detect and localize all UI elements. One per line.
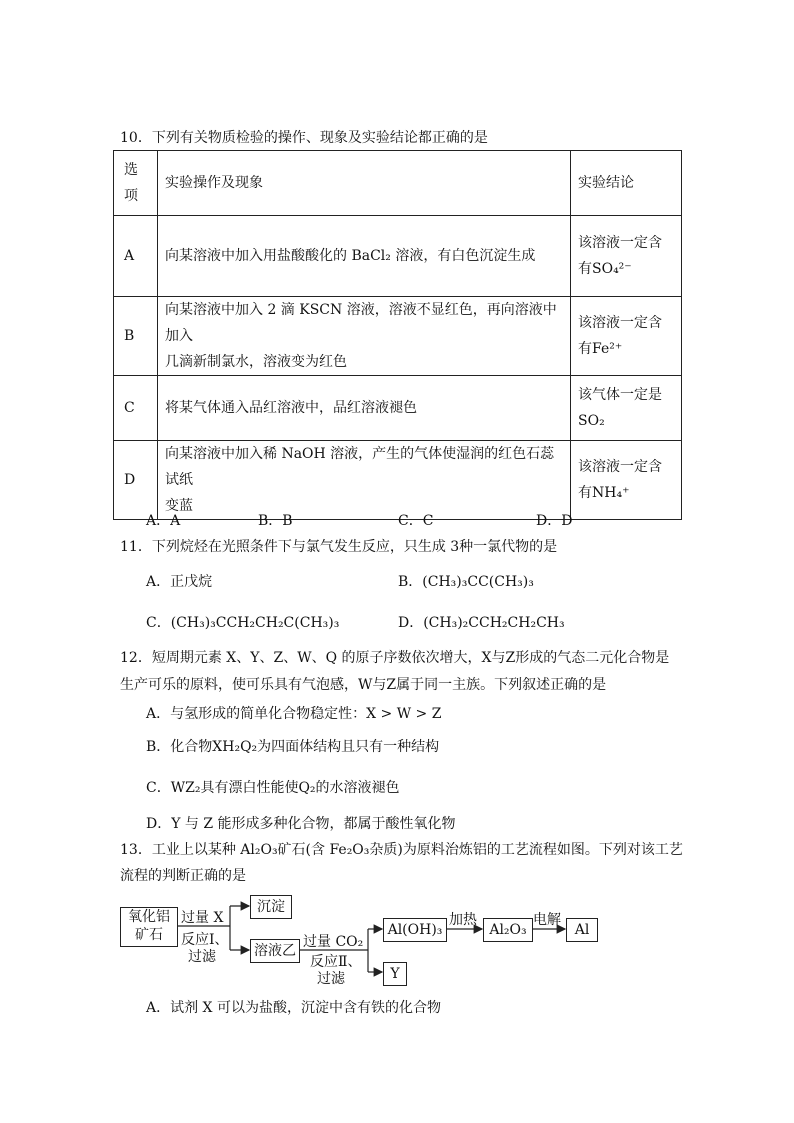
q11-choice-d: D．(CH₃)₂CCH₂CH₂CH₃	[398, 615, 565, 631]
row-option: D	[114, 441, 158, 520]
row-option: B	[114, 297, 158, 376]
q11-choice-b: B．(CH₃)₃CC(CH₃)₃	[398, 574, 534, 590]
q11-stem: 11．下列烷烃在光照条件下与氯气发生反应，只生成 3种一氯代物的是	[120, 539, 558, 555]
q12-choice-b: B．化合物XH₂Q₂为四面体结构且只有一种结构	[146, 739, 440, 755]
q12-choice-a: A．与氢形成的简单化合物稳定性：X > W > Z	[146, 706, 442, 722]
row-option: C	[114, 376, 158, 441]
q11-choice-a: A．正戊烷	[146, 574, 213, 590]
q13-stem-line1: 13．工业上以某种 Al₂O₃矿石(含 Fe₂O₃杂质)为原料治炼铝的工艺流程如图。下列对该工艺	[120, 842, 683, 858]
row-conclusion: 该气体一定是 SO₂	[571, 376, 682, 441]
q12-stem-line1: 12．短周期元素 X、Y、Z、W、Q 的原子序数依次增大，X与Z形成的气态二元化合物是	[120, 650, 670, 666]
q13-stem-line2: 流程的判断正确的是	[120, 868, 246, 884]
row-operation: 将某气体通入品红溶液中，品红溶液褪色	[158, 376, 571, 441]
row-operation: 向某溶液中加入用盐酸酸化的 BaCl₂ 溶液，有白色沉淀生成	[158, 216, 571, 297]
q11-choice-c: C．(CH₃)₃CCH₂CH₂C(CH₃)₃	[146, 615, 340, 631]
flow-label-x: 过量 X	[181, 910, 224, 926]
flow-label-co2: 过量 CO₂	[303, 934, 364, 950]
flow-box-solution: 溶液乙	[250, 939, 300, 963]
q10-stem: 10．下列有关物质检验的操作、现象及实验结论都正确的是	[120, 130, 488, 146]
q12-choice-d: D．Y 与 Z 能形成多种化合物，都属于酸性氧化物	[146, 816, 456, 832]
flow-label-electrolysis: 电解	[533, 912, 561, 928]
q10-choice-c: C．C	[398, 513, 434, 529]
flow-box-al: Al	[566, 918, 598, 942]
flow-label-heat: 加热	[449, 912, 477, 928]
row-operation: 向某溶液中加入稀 NaOH 溶液，产生的气体使湿润的红色石蕊试纸 变蓝	[158, 441, 571, 520]
q12-choice-c: C．WZ₂具有漂白性能使Q₂的水溶液褪色	[146, 780, 400, 796]
row-operation: 向某溶液中加入 2 滴 KSCN 溶液，溶液不显红色，再向溶液中加入 几滴新制氯水，溶液变为红色	[158, 297, 571, 376]
flow-box-precipitate: 沉淀	[250, 895, 292, 919]
q13-choice-a: A．试剂 X 可以为盐酸，沉淀中含有铁的化合物	[146, 1000, 441, 1016]
row-conclusion: 该溶液一定含 有SO₄²⁻	[571, 216, 682, 297]
q10-choice-a: A．A	[146, 513, 181, 529]
row-conclusion: 该溶液一定含 有NH₄⁺	[571, 441, 682, 520]
flow-label-step2b: 过滤	[317, 971, 345, 987]
q10-choice-d: D．D	[536, 513, 573, 529]
row-option: A	[114, 216, 158, 297]
flow-label-step1b: 过滤	[188, 949, 216, 965]
q12-stem-line2: 生产可乐的原料，使可乐具有气泡感，W与Z属于同一主族。下列叙述正确的是	[120, 677, 607, 693]
flow-label-step2a: 反应Ⅱ、	[310, 954, 362, 970]
q10-choice-b: B．B	[258, 513, 293, 529]
flow-box-aloh3: Al(OH)₃	[383, 918, 447, 942]
flow-box-al2o3: Al₂O₃	[483, 918, 533, 942]
header-option: 选 项	[114, 151, 158, 216]
header-operation: 实验操作及现象	[158, 151, 571, 216]
flow-box-y: Y	[383, 962, 407, 986]
flow-label-step1a: 反应Ⅰ、	[181, 932, 229, 948]
row-conclusion: 该溶液一定含 有Fe²⁺	[571, 297, 682, 376]
header-conclusion: 实验结论	[571, 151, 682, 216]
flow-box-ore: 氧化铝 矿石	[120, 907, 178, 947]
